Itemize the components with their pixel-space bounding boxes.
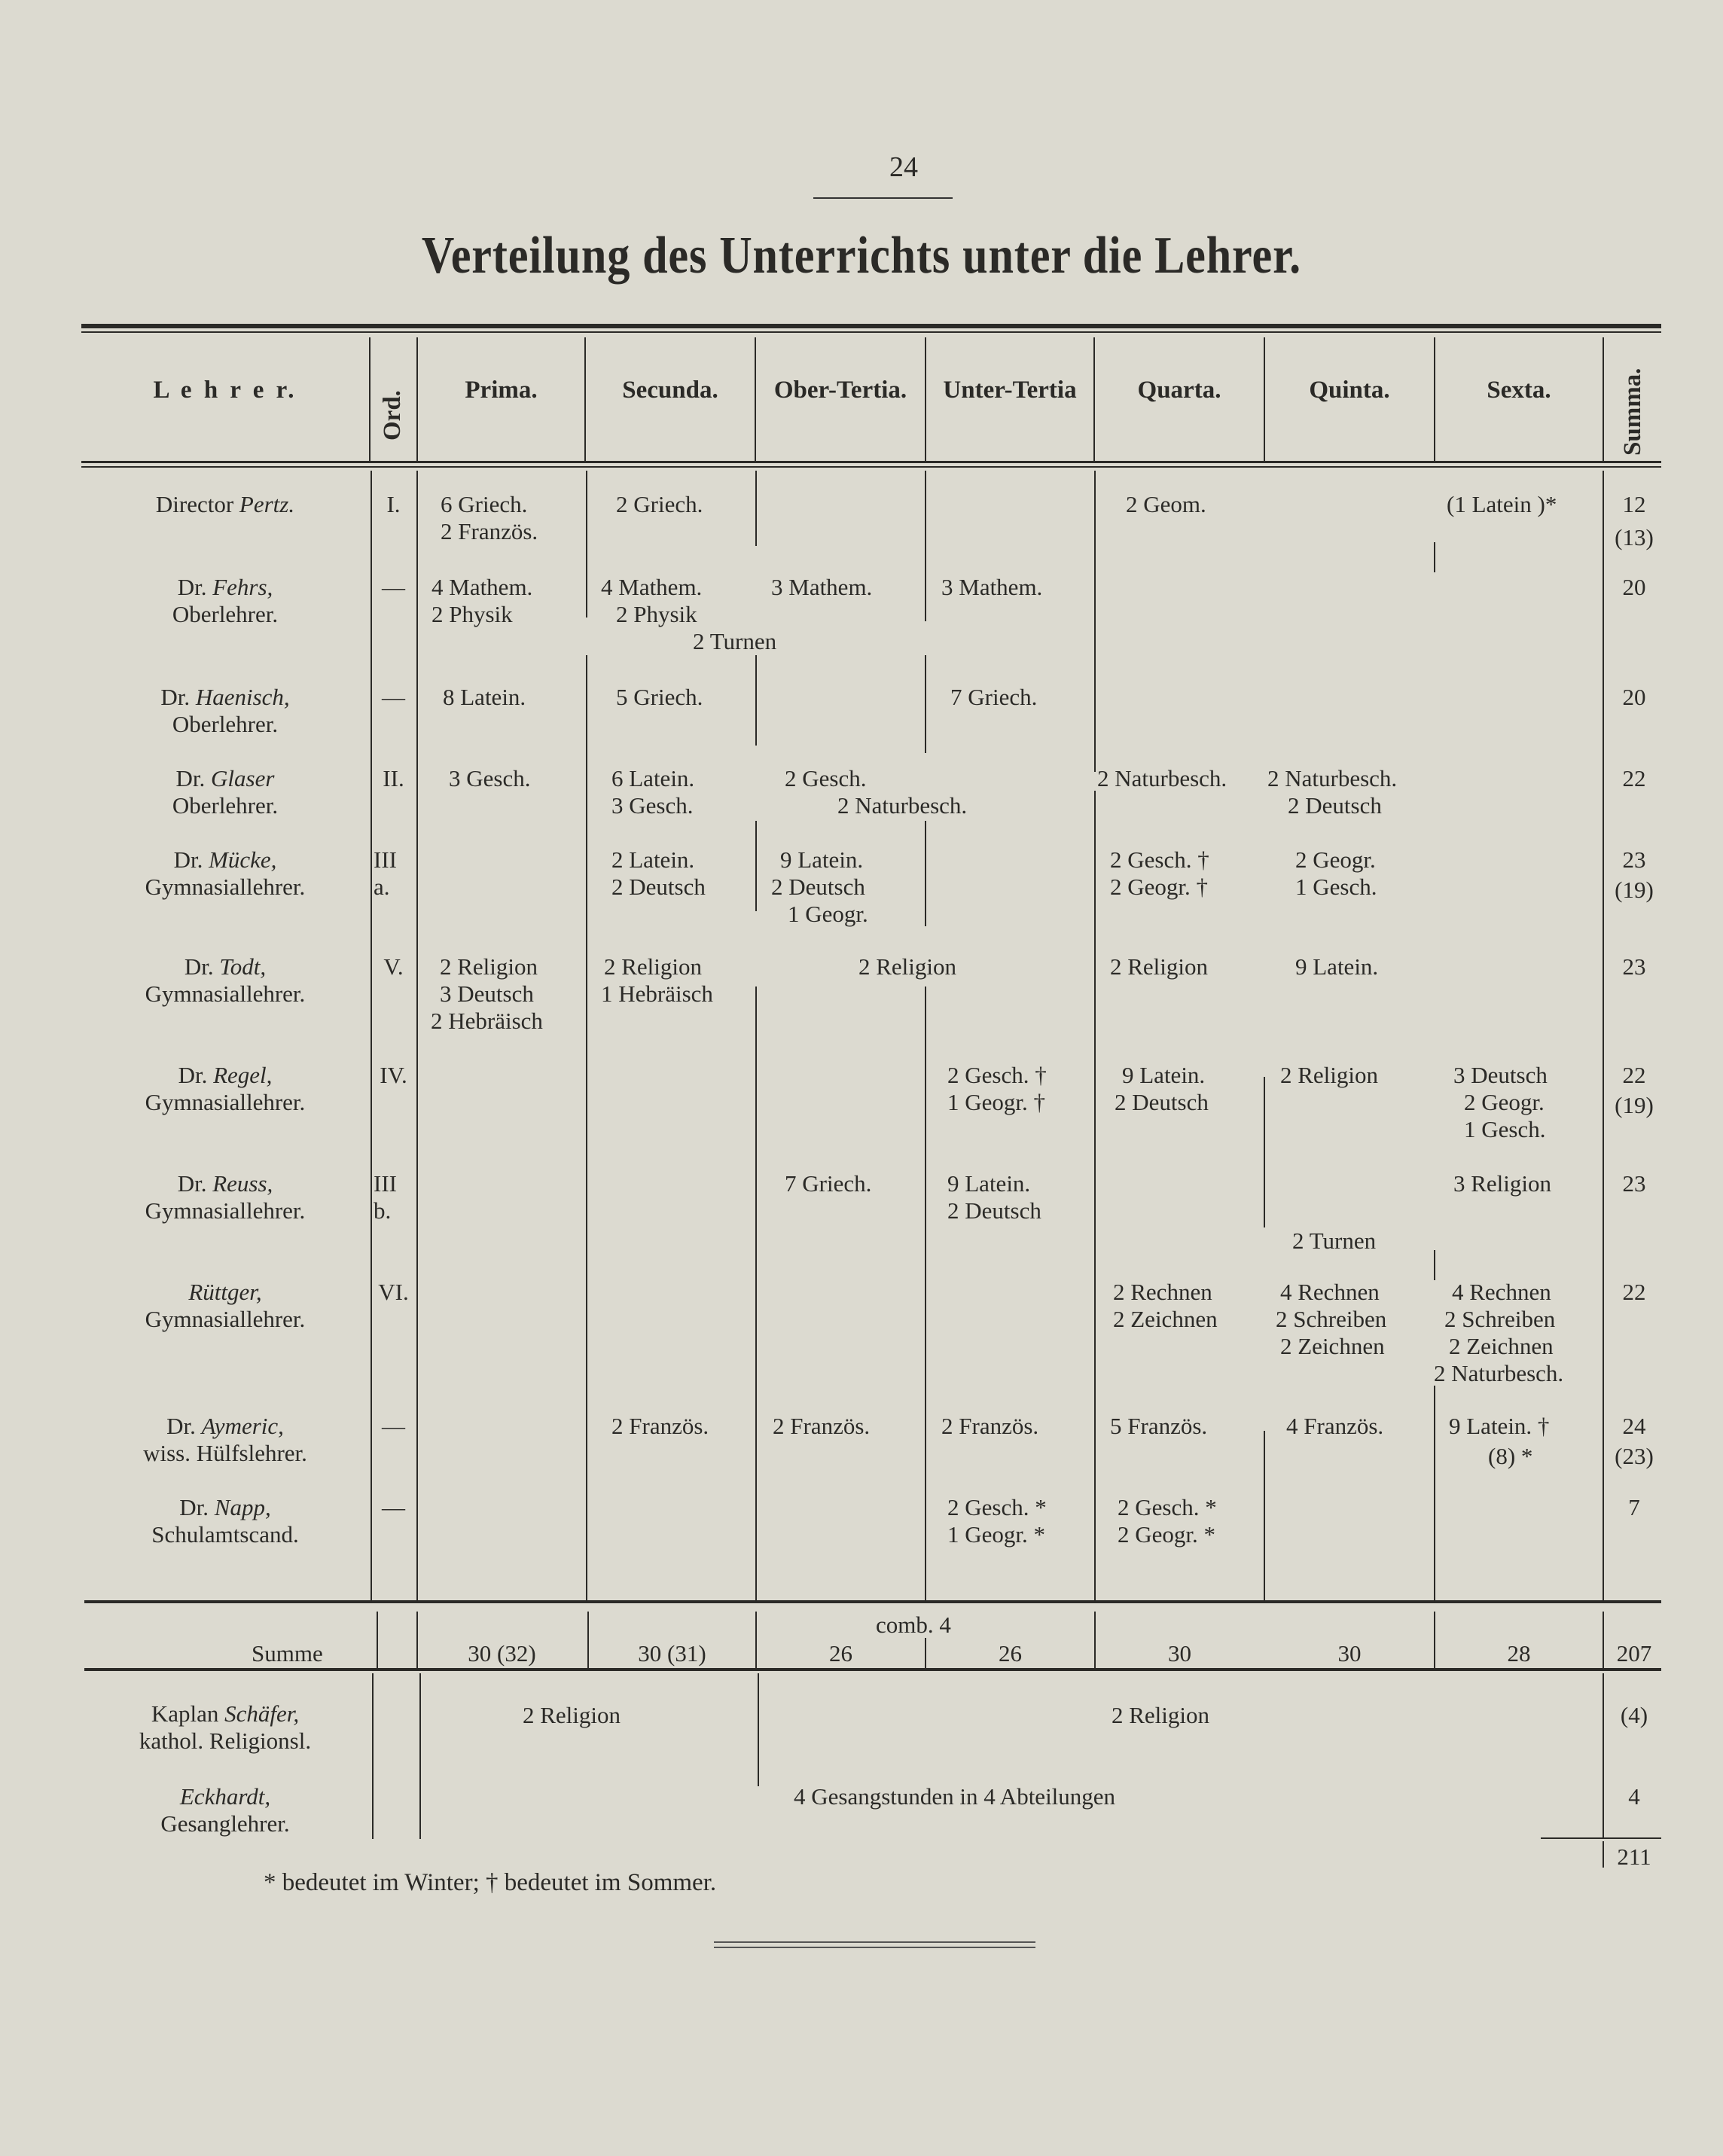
summa-cell: 20: [1622, 684, 1646, 710]
secunda-cell: 2 Französ.: [611, 1413, 709, 1439]
summe-quarta: 30: [1168, 1640, 1191, 1667]
col-line: [755, 655, 757, 746]
teacher-role: Gymnasiallehrer.: [145, 1197, 306, 1224]
obertertia-cell: 9 Latein.: [780, 846, 864, 873]
col-line: [1094, 791, 1096, 1600]
secunda-cell: 2 Religion: [604, 953, 703, 980]
col-line: [925, 987, 926, 1600]
sexta-cell: (1 Latein )*: [1447, 491, 1557, 517]
ord-cell: II.: [383, 765, 404, 791]
quarta-cell: 2 Religion: [1110, 953, 1209, 980]
spanning-cell: 2 Religion: [858, 953, 957, 980]
secunda-cell: 1 Hebräisch: [601, 980, 713, 1007]
summa-cell: 7: [1628, 1494, 1640, 1520]
teacher-role: Gymnasiallehrer.: [145, 980, 306, 1007]
untertertia-cell: 2 Französ.: [941, 1413, 1039, 1439]
quarta-cell: 9 Latein.: [1122, 1062, 1206, 1088]
summe-quinta: 30: [1337, 1640, 1362, 1667]
summa-cell: 22: [1622, 1279, 1646, 1305]
sexta-cell: 1 Gesch.: [1464, 1116, 1546, 1142]
religion-cell: 2 Religion: [523, 1702, 621, 1728]
sexta-cell: 4 Rechnen: [1452, 1279, 1551, 1305]
quarta-cell: 2 Naturbesch.: [1097, 765, 1227, 791]
teacher-name: Dr. Fehrs,: [177, 574, 273, 600]
end-rule: [714, 1941, 1035, 1943]
secunda-cell: 2 Griech.: [616, 491, 703, 517]
col-line: [377, 1612, 378, 1668]
teacher-role: Gymnasiallehrer.: [145, 1306, 306, 1332]
ord-cell: —: [382, 574, 405, 600]
summe-bottom-rule: [84, 1668, 1661, 1671]
untertertia-cell: 2 Gesch. *: [947, 1494, 1047, 1520]
col-line: [925, 655, 926, 753]
teacher-name: Dr. Mücke,: [173, 846, 277, 873]
page-number: 24: [889, 151, 918, 183]
table-top-rule-thin: [81, 331, 1661, 333]
summe-top-rule: [84, 1600, 1661, 1603]
teacher-name: Dr. Aymeric,: [166, 1413, 284, 1439]
teacher-name: Rüttger,: [188, 1279, 262, 1305]
summe-sexta: 28: [1507, 1640, 1531, 1667]
quarta-cell: 2 Zeichnen: [1113, 1306, 1218, 1332]
summe-obertertia: 26: [829, 1640, 852, 1667]
teacher-name: Dr. Regel,: [178, 1062, 273, 1088]
teacher-role: kathol. Religionsl.: [139, 1728, 312, 1754]
header-ober-tertia: Ober-Tertia.: [773, 377, 907, 404]
header-prima: Prima.: [465, 377, 538, 404]
quinta-cell: 2 Turnen: [1292, 1227, 1377, 1254]
quinta-cell: 2 Geogr.: [1295, 846, 1376, 873]
header-secunda: Secunda.: [622, 377, 718, 404]
teacher-role: Gymnasiallehrer.: [145, 1089, 306, 1115]
summe-summa: 207: [1616, 1640, 1652, 1667]
quinta-cell: 2 Naturbesch.: [1267, 765, 1398, 791]
col-line: [1264, 1077, 1265, 1227]
untertertia-cell: 1 Geogr. *: [947, 1521, 1046, 1548]
teacher-name: Dr. Napp,: [179, 1494, 271, 1520]
quarta-cell: 5 Französ.: [1110, 1413, 1208, 1439]
header-summa: Summa.: [1619, 367, 1646, 456]
teacher-role: Oberlehrer.: [172, 601, 279, 627]
sexta-cell: 9 Latein. †: [1449, 1413, 1550, 1439]
secunda-cell: 4 Mathem.: [601, 574, 703, 600]
secunda-cell: 2 Latein.: [611, 846, 695, 873]
summa-cell: 24: [1622, 1413, 1646, 1439]
summa-cell: 22: [1622, 1062, 1646, 1088]
sexta-cell: (8) *: [1488, 1443, 1533, 1469]
obertertia-cell: 2 Gesch.: [785, 765, 867, 791]
col-line: [416, 471, 418, 1600]
prima-cell: 4 Mathem.: [432, 574, 533, 600]
prima-cell: 2 Hebräisch: [431, 1008, 543, 1034]
secunda-cell: 2 Deutsch: [611, 874, 706, 900]
sexta-cell: 2 Zeichnen: [1449, 1333, 1554, 1359]
untertertia-cell: 2 Gesch. †: [947, 1062, 1047, 1088]
summa-cell: (23): [1615, 1443, 1654, 1469]
summa-cell: 23: [1622, 846, 1646, 873]
spanning-cell: 2 Naturbesch.: [837, 792, 968, 819]
comb-note: comb. 4: [876, 1612, 951, 1638]
teacher-role: Oberlehrer.: [172, 792, 279, 819]
teacher-name: Dr. Todt,: [184, 953, 267, 980]
gesang-cell: 4 Gesangstunden in 4 Abteilungen: [794, 1783, 1116, 1810]
col-line: [586, 471, 587, 618]
end-rule: [714, 1947, 1035, 1948]
quarta-cell: 2 Geogr. †: [1110, 874, 1209, 900]
summa-cell: (19): [1615, 877, 1654, 903]
quinta-cell: 2 Schreiben: [1276, 1306, 1387, 1332]
prima-cell: 2 Religion: [440, 953, 538, 980]
ord-cell: —: [382, 1494, 405, 1520]
untertertia-cell: 9 Latein.: [947, 1170, 1031, 1197]
prima-cell: 2 Physik: [432, 601, 513, 627]
teacher-role: Schulamtscand.: [151, 1521, 299, 1548]
teacher-name: Dr. Reuss,: [177, 1170, 273, 1197]
obertertia-cell: 7 Griech.: [785, 1170, 872, 1197]
untertertia-cell: 7 Griech.: [950, 684, 1038, 710]
col-line: [586, 655, 587, 1600]
quinta-cell: 4 Französ.: [1286, 1413, 1384, 1439]
prima-cell: 2 Französ.: [441, 518, 538, 544]
quarta-cell: 2 Geogr. *: [1118, 1521, 1216, 1548]
table-top-rule: [81, 324, 1661, 328]
spanning-cell: 2 Turnen: [693, 628, 777, 654]
col-line: [1434, 1250, 1435, 1280]
col-line: [369, 337, 371, 461]
col-line: [758, 1673, 759, 1786]
untertertia-cell: 3 Mathem.: [941, 574, 1043, 600]
teacher-name: Director Pertz.: [155, 491, 295, 517]
secunda-cell: 5 Griech.: [616, 684, 703, 710]
col-line: [1434, 542, 1435, 572]
quarta-cell: 2 Deutsch: [1115, 1089, 1209, 1115]
quinta-cell: 2 Deutsch: [1288, 792, 1382, 819]
quinta-cell: 9 Latein.: [1295, 953, 1379, 980]
summa-cell: (13): [1615, 524, 1654, 550]
prima-cell: 3 Gesch.: [449, 765, 531, 791]
sexta-cell: 2 Schreiben: [1444, 1306, 1556, 1332]
summa-cell: (4): [1620, 1702, 1648, 1728]
col-line: [419, 1673, 421, 1839]
grand-total: 211: [1617, 1843, 1651, 1870]
col-line: [925, 471, 926, 621]
sexta-cell: 3 Religion: [1453, 1170, 1552, 1197]
prima-cell: 6 Griech.: [441, 491, 528, 517]
secunda-cell: 2 Physik: [616, 601, 697, 627]
page-title: Verteilung des Unterrichts unter die Lehrer.: [421, 227, 1302, 285]
ord-cell: —: [382, 684, 405, 710]
ord-cell: V.: [383, 953, 404, 980]
col-line: [372, 1673, 374, 1839]
quarta-cell: 2 Geom.: [1126, 491, 1206, 517]
untertertia-cell: 2 Deutsch: [947, 1197, 1041, 1224]
religion-cell: 2 Religion: [1112, 1702, 1210, 1728]
quarta-cell: 2 Rechnen: [1113, 1279, 1212, 1305]
col-line: [1094, 471, 1096, 772]
ord-cell: IV.: [380, 1062, 407, 1088]
col-line: [1264, 1431, 1265, 1600]
header-bottom-rule: [81, 461, 1661, 463]
summa-cell: 20: [1622, 574, 1646, 600]
prima-cell: 8 Latein.: [443, 684, 526, 710]
untertertia-cell: 1 Geogr. †: [947, 1089, 1046, 1115]
sexta-cell: 3 Deutsch: [1453, 1062, 1548, 1088]
sexta-cell: 2 Geogr.: [1464, 1089, 1545, 1115]
header-quinta: Quinta.: [1309, 377, 1390, 404]
ord-cell: III b.: [374, 1170, 397, 1224]
quinta-cell: 1 Gesch.: [1295, 874, 1377, 900]
obertertia-cell: 2 Deutsch: [771, 874, 865, 900]
quinta-cell: 4 Rechnen: [1280, 1279, 1380, 1305]
summe-label: Summe: [252, 1640, 323, 1667]
summe-untertertia: 26: [999, 1640, 1022, 1667]
col-line: [1603, 1673, 1604, 1839]
ord-cell: III a.: [374, 846, 397, 900]
obertertia-cell: 3 Mathem.: [771, 574, 873, 600]
header-lehrer: L e h r e r.: [153, 377, 297, 404]
quarta-cell: 2 Gesch. †: [1110, 846, 1209, 873]
header-bottom-rule-thin: [81, 466, 1661, 468]
summa-cell: 12: [1622, 491, 1646, 517]
col-line: [755, 987, 757, 1600]
summa-cell: 23: [1622, 1170, 1646, 1197]
header-ord: Ord.: [379, 390, 406, 441]
prima-cell: 3 Deutsch: [440, 980, 534, 1007]
teacher-name: Eckhardt,: [179, 1783, 271, 1810]
col-line: [1603, 337, 1604, 461]
summa-cell: 4: [1628, 1783, 1640, 1810]
summa-cell: 23: [1622, 953, 1646, 980]
ord-cell: I.: [386, 491, 401, 517]
secunda-cell: 3 Gesch.: [611, 792, 694, 819]
teacher-role: Gesanglehrer.: [160, 1810, 290, 1837]
quinta-cell: 2 Zeichnen: [1280, 1333, 1385, 1359]
col-line: [1434, 1386, 1435, 1600]
teacher-role: Gymnasiallehrer.: [145, 874, 306, 900]
teacher-role: Oberlehrer.: [172, 711, 279, 737]
header-unter-tertia: Unter-Tertia: [943, 377, 1077, 404]
teacher-name: Kaplan Schäfer,: [151, 1700, 300, 1727]
obertertia-cell: 1 Geogr.: [788, 901, 868, 927]
footnote: * bedeutet im Winter; † bedeutet im Sommer.: [264, 1869, 717, 1896]
summe-prima: 30 (32): [468, 1640, 536, 1667]
col-line: [755, 471, 757, 546]
col-line: [755, 821, 757, 911]
ord-cell: —: [382, 1413, 405, 1439]
total-rule: [1541, 1837, 1661, 1839]
header-quarta: Quarta.: [1137, 377, 1221, 404]
teacher-name: Dr. Haenisch,: [160, 684, 290, 710]
ord-cell: VI.: [378, 1279, 409, 1305]
quinta-cell: 2 Religion: [1280, 1062, 1379, 1088]
page-number-rule: [813, 197, 953, 199]
col-line: [925, 821, 926, 926]
teacher-name: Dr. Glaser: [175, 765, 275, 791]
obertertia-cell: 2 Französ.: [773, 1413, 871, 1439]
summa-cell: (19): [1615, 1092, 1654, 1118]
summa-cell: 22: [1622, 765, 1646, 791]
header-sexta: Sexta.: [1487, 377, 1551, 404]
sexta-cell: 2 Naturbesch.: [1434, 1360, 1564, 1386]
summe-secunda: 30 (31): [638, 1640, 706, 1667]
secunda-cell: 6 Latein.: [611, 765, 695, 791]
quarta-cell: 2 Gesch. *: [1118, 1494, 1217, 1520]
teacher-role: wiss. Hülfslehrer.: [143, 1440, 307, 1466]
